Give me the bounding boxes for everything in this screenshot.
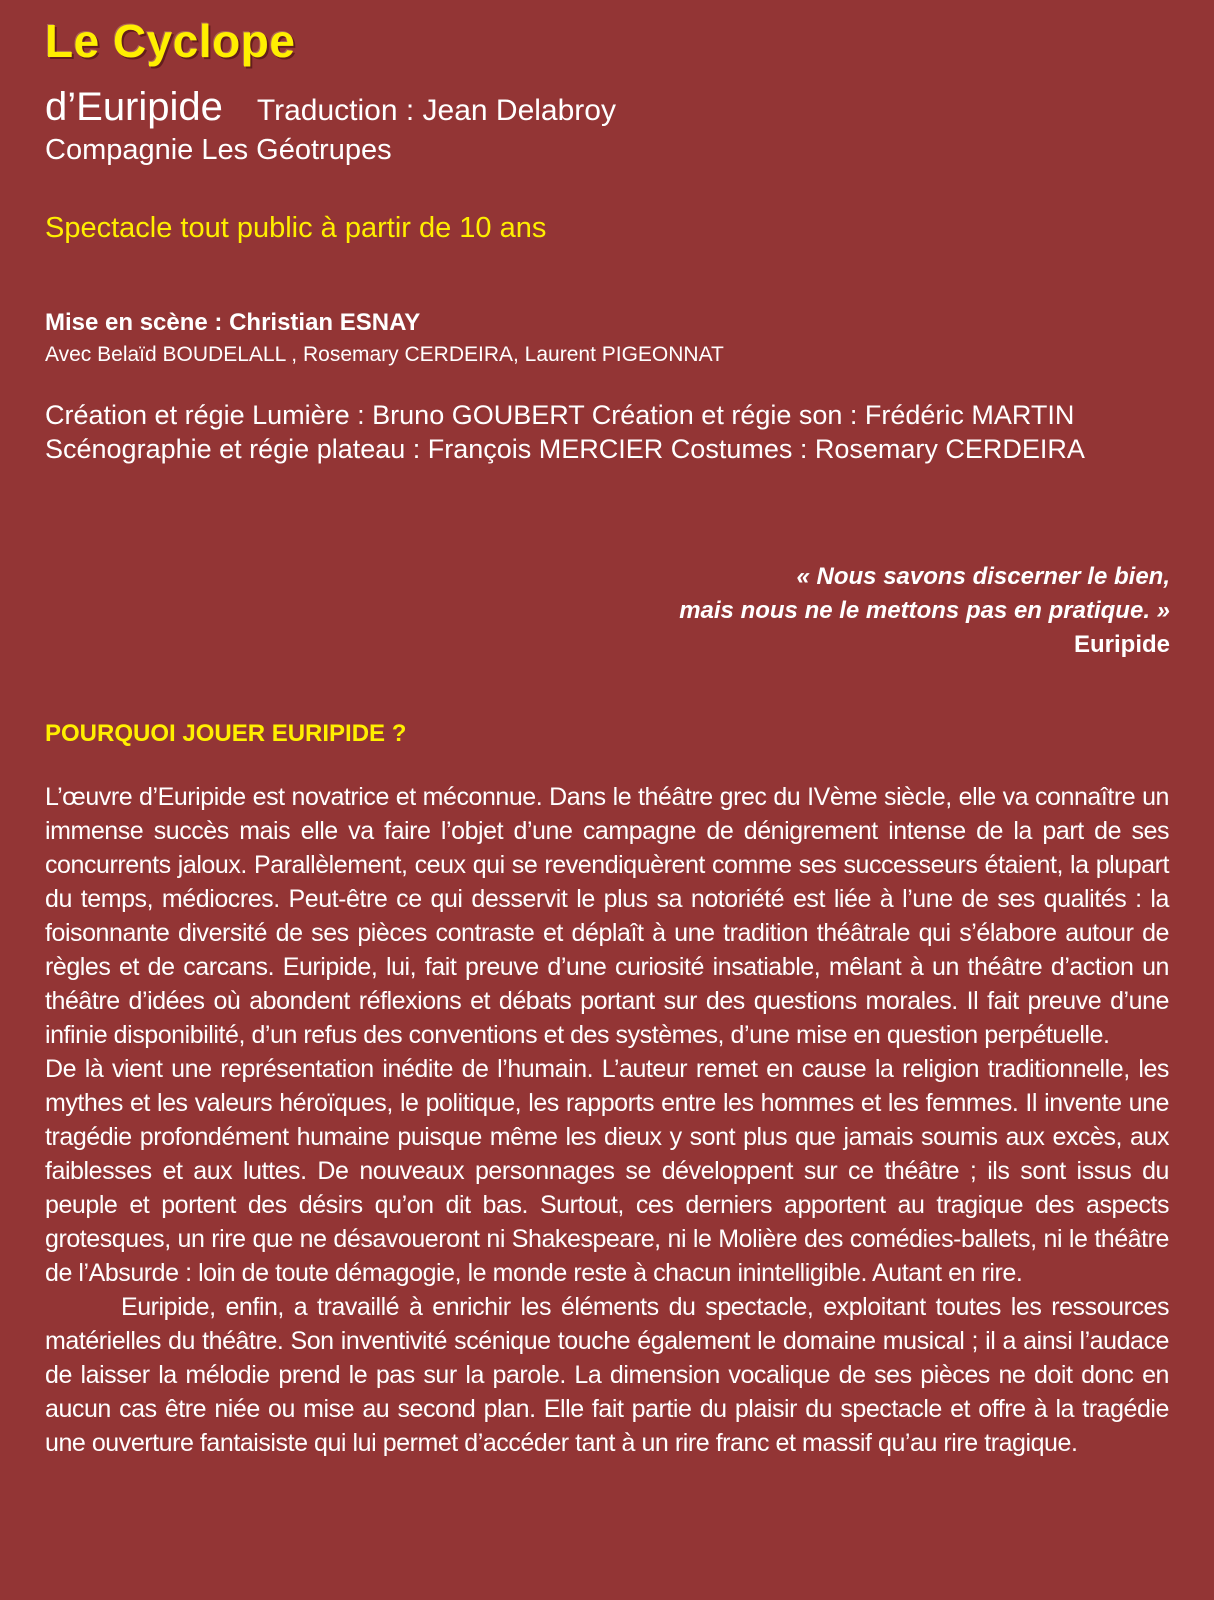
paragraph: L’œuvre d’Euripide est novatrice et méconnue. Dans le théâtre grec du IVème siècle, elle va connaître un immense succès mais elle va faire l’objet d’une campagne de dénigrement intense de la part de ses concurrents jaloux. Parallèlement, ceux qui se revendiquèrent comme ses successeurs étaient, la plupart du temps, médiocres. Peut-être ce qui desservit le plus sa notoriété est liée à l’une de ses qualités : la foisonnante diversité de ses pièces contraste et déplaît à une tradition théâtrale qui s’élabore autour de règles et de carcans. Euripide, lui, fait preuve d’une curiosité insatiable, mêlant à un théâtre d’action un théâtre d’idées où abondent réflexions et débats portant sur des questions morales. Il fait preuve d’une infinie disponibilité, d’un refus des conventions et des systèmes, d’une mise en question perpétuelle. (45, 783, 1169, 1049)
translation-credit: Traduction : Jean Delabroy (256, 94, 616, 127)
author-line (45, 82, 616, 141)
paragraph: Euripide, enfin, a travaillé à enrichir les éléments du spectacle, exploitant toutes les ressources matérielles du théâtre. Son inventivité scénique touche également le domaine musical ; il a ainsi l’audace de laisser la mélodie prend le pas sur la parole. La dimension vocalique de ses pièces ne doit donc en aucun cas être niée ou mise au second plan. Elle fait partie du plaisir du spectacle et offre à la tragédie une ouverture fantaisiste qui lui permet d’accéder tant à un rire franc et massif qu’au rire tragique. (45, 1293, 1169, 1457)
author-name: d’Euripide (45, 85, 223, 129)
audience-note: Spectacle tout public à partir de 10 ans (45, 212, 547, 244)
body-text (45, 780, 1169, 1460)
cast-list: Avec Belaïd BOUDELALL , Rosemary CERDEIRA, Laurent PIGEONNAT (45, 343, 724, 366)
paragraph: De là vient une représentation inédite de l’humain. L’auteur remet en cause la religion traditionnelle, les mythes et les valeurs héroïques, le politique, les rapports entre les hommes et les femmes. Il invente une tragédie profondément humaine puisque même les dieux y sont plus que jamais soumis aux excès, aux faiblesses et aux luttes. De nouveaux personnages se développent sur ce théâtre ; ils sont issus du peuple et portent des désirs qu’on dit bas. Surtout, ces derniers apportent au tragique des aspects grotesques, un rire que ne désavoueront ni Shakespeare, ni le Molière des comédies-ballets, ni le théâtre de l’Absurde : loin de toute démagogie, le monde reste à chacun inintelligible. Autant en rire. (45, 1055, 1169, 1287)
quote-attribution: Euripide (1073, 631, 1170, 658)
section-heading: POURQUOI JOUER EURIPIDE ? (45, 720, 407, 747)
company-name: Compagnie Les Géotrupes (45, 134, 392, 166)
quote-line-1: « Nous savons discerner le bien, (796, 563, 1170, 590)
director-credit: Mise en scène : Christian ESNAY (45, 309, 421, 336)
quote-block (679, 560, 1170, 662)
crew-credits-line-1: Création et régie Lumière : Bruno GOUBERT Création et régie son : Frédéric MARTIN (45, 400, 1075, 430)
crew-credits-line-2: Scénographie et régie plateau : François MERCIER Costumes : Rosemary CERDEIRA (45, 434, 1085, 464)
play-title: Le Cyclope (45, 15, 296, 67)
quote-line-2: mais nous ne le mettons pas en pratique. » (679, 597, 1170, 624)
